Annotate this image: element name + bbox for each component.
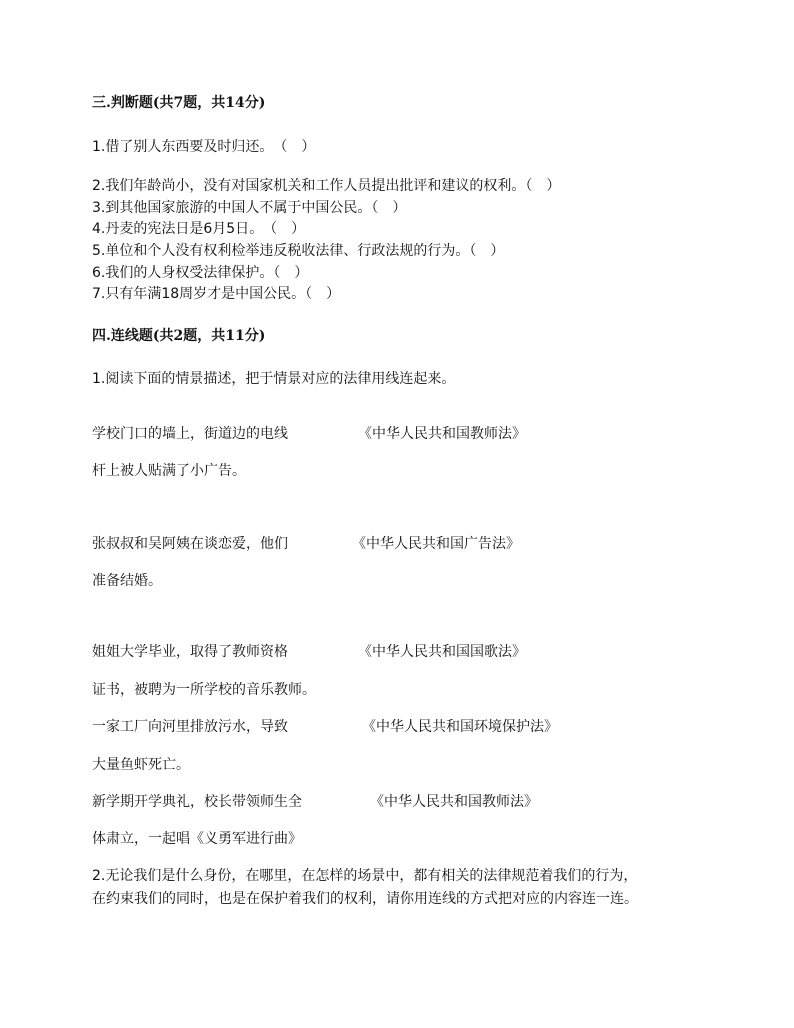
section-4-title: 四.连线题(共2题，共11分) xyxy=(92,328,266,344)
judge-item-2: 2.我们年龄尚小，没有对国家机关和工作人员提出批评和建议的权利。（ ） xyxy=(92,178,561,194)
law-option-1: 《中华人民共和国教师法》 xyxy=(358,426,526,442)
scenario-5-line-2: 体肃立，一起唱《义勇军进行曲》 xyxy=(92,831,302,847)
judge-item-7: 7.只有年满18周岁才是中国公民。（ ） xyxy=(92,286,341,302)
law-option-3: 《中华人民共和国国歌法》 xyxy=(358,644,526,660)
judge-item-4: 4.丹麦的宪法日是6月5日。 （ ） xyxy=(92,221,306,237)
law-option-5: 《中华人民共和国教师法》 xyxy=(370,794,538,810)
scenario-2-line-1: 张叔叔和吴阿姨在谈恋爱，他们 xyxy=(92,536,288,552)
scenario-1-line-1: 学校门口的墙上，街道边的电线 xyxy=(92,426,288,442)
scenario-2-line-2: 准备结婚。 xyxy=(92,573,162,589)
scenario-1-line-2: 杆上被人贴满了小广告。 xyxy=(92,463,246,479)
matching-question-2-line-1: 2.无论我们是什么身份，在哪里，在怎样的场景中，都有相关的法律规范着我们的行为， xyxy=(92,868,638,884)
law-option-4: 《中华人民共和国环境保护法》 xyxy=(362,719,558,735)
scenario-3-line-2: 证书，被聘为一所学校的音乐教师。 xyxy=(92,682,316,698)
matching-question-1: 1.阅读下面的情景描述，把于情景对应的法律用线连起来。 xyxy=(92,371,456,387)
matching-question-2-line-2: 在约束我们的同时，也是在保护着我们的权利，请你用连线的方式把对应的内容连一连。 xyxy=(92,891,638,907)
scenario-5-line-1: 新学期开学典礼，校长带领师生全 xyxy=(92,794,302,810)
law-option-2: 《中华人民共和国广告法》 xyxy=(352,536,520,552)
scenario-3-line-1: 姐姐大学毕业，取得了教师资格 xyxy=(92,644,288,660)
scenario-4-line-2: 大量鱼虾死亡。 xyxy=(92,757,190,773)
judge-item-3: 3.到其他国家旅游的中国人不属于中国公民。（ ） xyxy=(92,200,407,216)
judge-item-6: 6.我们的人身权受法律保护。（ ） xyxy=(92,265,309,281)
section-3-title: 三.判断题(共7题，共14分) xyxy=(92,95,266,111)
judge-item-1: 1.借了别人东西要及时归还。 （ ） xyxy=(92,139,316,155)
scenario-4-line-1: 一家工厂向河里排放污水，导致 xyxy=(92,719,288,735)
judge-item-5: 5.单位和个人没有权利检举违反税收法律、行政法规的行为。（ ） xyxy=(92,243,505,259)
